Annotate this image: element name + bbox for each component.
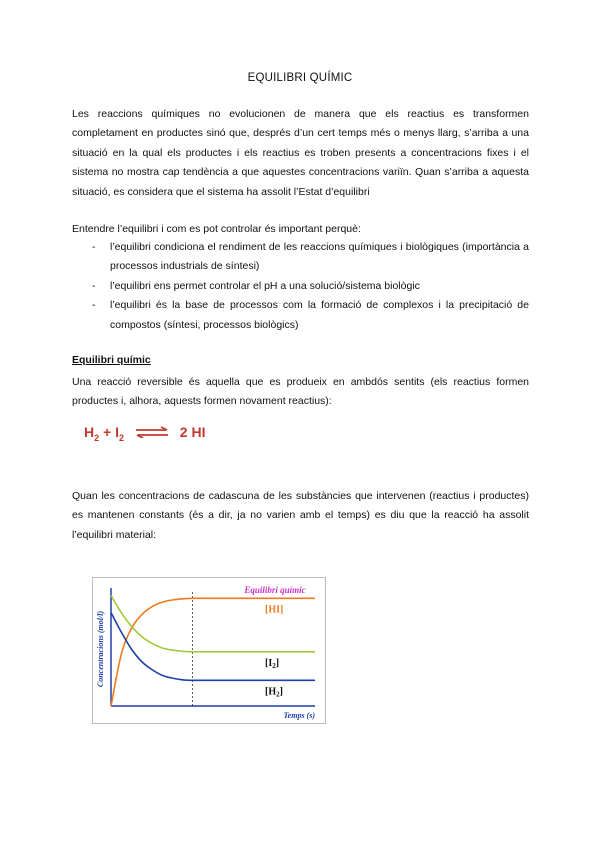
list-item-text: l’equilibri és la base de processos com la formació de complexos i la precipitació de compostos (síntesi, processos biològics) — [110, 299, 529, 331]
bullet-dash: - — [92, 241, 96, 253]
reactant-i: + I — [99, 424, 119, 440]
list-item — [72, 296, 529, 335]
reaction-equation — [84, 424, 205, 443]
section-heading: Equilibri químic — [72, 354, 151, 366]
material-equilibrium-paragraph: Quan les concentracions de cadascuna de les substàncies que intervenen (reactius i productes) es mantenen constants (és a dir, ja no varien amb el temps) es diu que la reacció ha assolit l’equilibri material: — [72, 490, 529, 541]
reversible-paragraph: Una reacció reversible és aquella que es produeix en ambdós sentits (els reactius formen productes i, alhora, aquests formen novament reactius): — [72, 376, 529, 408]
product-hi: 2 HI — [179, 424, 206, 440]
series-label: [HI] — [265, 604, 284, 616]
series-group — [111, 595, 315, 706]
chart-svg — [93, 578, 325, 723]
x-axis-label: Temps (s) — [283, 711, 315, 720]
list-item — [72, 277, 529, 296]
series-label: $[I_2]$ — [265, 657, 280, 670]
equilibrium-chart — [92, 577, 326, 724]
i2-curve — [111, 595, 315, 651]
reactant-i-subscript: 2 — [119, 432, 125, 443]
importance-list — [72, 238, 529, 335]
list-item — [72, 238, 529, 277]
series-label: $[H_2]$ — [265, 686, 283, 699]
intro-paragraph: Les reaccions químiques no evolucionen de manera que els reactius es transformen completament en productes sinó que, després d’un cert temps més o menys llarg, s’arriba a una situació en la qual els productes i els reactius es troben presents a concentracions fixes i el sistema no mostra cap tendència a que aquestes concentracions variïn. Quan s’arriba a aquesta situació, es considera que el sistema ha assolit l’Estat d’equilibri — [72, 108, 529, 198]
y-axis-label: Concentracions (mol/l) — [96, 610, 105, 688]
h2-curve — [111, 613, 315, 681]
chart-title: Equilibri químic — [244, 585, 306, 595]
document-title: EQUILIBRI QUÍMIC — [247, 72, 353, 84]
importance-paragraph: Entendre l’equilibri i com es pot controlar és important perquè: — [72, 223, 361, 235]
bullet-dash: - — [92, 279, 96, 292]
reactant-h-subscript: 2 — [94, 432, 100, 443]
list-item-text: l’equilibri condiciona el rendiment de les reaccions químiques i biològiques (importància a processos industrials de síntesi) — [110, 241, 529, 273]
reactant-h: H — [84, 424, 95, 440]
list-item-text: l’equilibri ens permet controlar el pH a una solució/sistema biològic — [110, 279, 420, 292]
equilibrium-arrows-icon — [134, 425, 170, 441]
bullet-dash: - — [92, 299, 96, 312]
